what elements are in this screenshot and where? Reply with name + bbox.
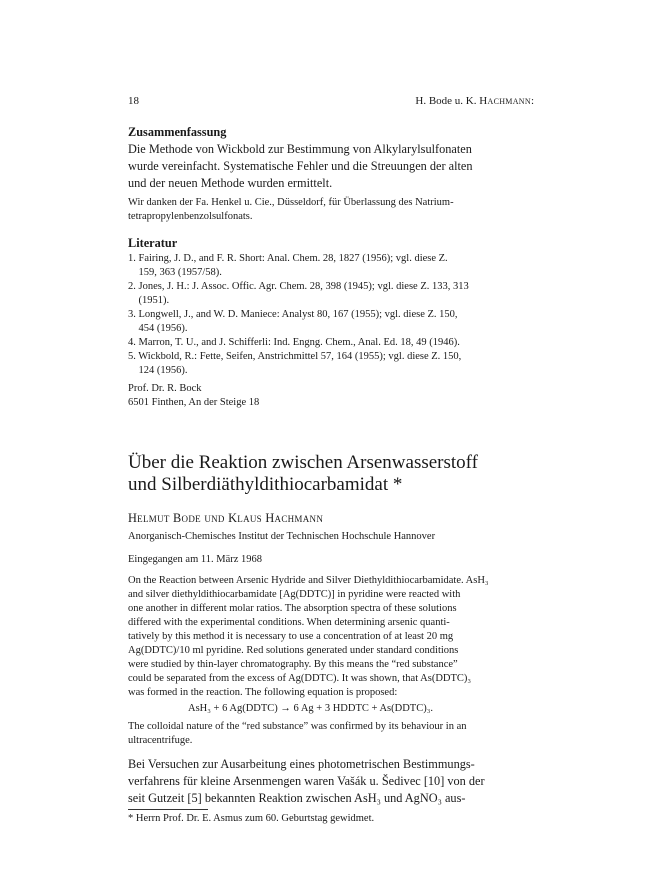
abstract-line: were studied by thin-layer chromatography. By this means the “red substance”	[128, 659, 458, 670]
article-authors: Helmut Bode und Klaus Hachmann	[128, 511, 324, 525]
abstract-line: On the Reaction between Arsenic Hydride and Silver Diethyldithiocarbamidate. AsH₃	[128, 575, 489, 586]
acknowledgement-line: Wir danken der Fa. Henkel u. Cie., Düsseldorf, für Überlassung des Natrium-	[128, 197, 454, 208]
body-line: seit Gutzeit [5] bekannten Reaktion zwischen AsH₃ und AgNO₃ aus-	[128, 791, 466, 805]
zusammenfassung-line: wurde vereinfacht. Systematische Fehler und die Streuungen der alten	[128, 159, 473, 173]
reaction-equation: AsH₃ + 6 Ag(DDTC) → 6 Ag + 3 HDDTC + As(DDTC)₃.	[188, 703, 434, 714]
institute: Anorganisch-Chemisches Institut der Technischen Hochschule Hannover	[128, 531, 436, 542]
abstract-end-line: ultracentrifuge.	[128, 735, 193, 746]
reference-entry: 2. Jones, J. H.: J. Assoc. Offic. Agr. Chem. 28, 398 (1945); vgl. diese Z. 133, 313	[128, 281, 469, 292]
abstract-end-line: The colloidal nature of the “red substance” was confirmed by its behaviour in an	[128, 721, 467, 732]
reference-entry: 1. Fairing, J. D., and F. R. Short: Anal. Chem. 28, 1827 (1956); vgl. diese Z.	[128, 253, 448, 264]
acknowledgement-line: tetrapropylenbenzolsulfonats.	[128, 211, 253, 222]
reference-entry: (1951).	[128, 295, 170, 306]
running-header-authors-plain: H. Bode u. K.	[415, 95, 480, 107]
zusammenfassung-line: Die Methode von Wickbold zur Bestimmung von Alkylarylsulfonaten	[128, 142, 472, 156]
reference-entry: 3. Longwell, J., and W. D. Maniece: Analyst 80, 167 (1955); vgl. diese Z. 150,	[128, 309, 458, 320]
literatur-heading: Literatur	[128, 236, 178, 250]
abstract-line: tatively by this method it is necessary to use a concentration of at least 20 mg	[128, 631, 454, 642]
author-address-street: 6501 Finthen, An der Steige 18	[128, 397, 260, 408]
abstract-line: differed with the experimental conditions. When determining arsenic quanti-	[128, 617, 450, 628]
author-address-name: Prof. Dr. R. Bock	[128, 383, 202, 394]
reference-entry: 454 (1956).	[128, 323, 188, 334]
page-number: 18	[128, 95, 139, 107]
abstract-line: could be separated from the excess of Ag(DDTC). It was shown, that As(DDTC)₃	[128, 673, 472, 684]
article-title: Über die Reaktion zwischen Arsenwasserstoff	[128, 452, 478, 473]
footnote-rule	[128, 809, 208, 810]
abstract-line: and silver diethyldithiocarbamidate [Ag(DDTC)] in pyridine were reacted with	[128, 589, 461, 600]
zusammenfassung-line: und der neuen Methode wurden ermittelt.	[128, 176, 333, 190]
running-header-authors-sc: Hachmann	[479, 95, 531, 107]
abstract-line: was formed in the reaction. The following equation is proposed:	[128, 687, 398, 698]
reference-entry: 159, 363 (1957/58).	[128, 267, 222, 278]
reference-entry: 4. Marron, T. U., and J. Schifferli: Ind. Engng. Chem., Anal. Ed. 18, 49 (1946).	[128, 337, 460, 348]
reference-entry: 124 (1956).	[128, 365, 188, 376]
abstract-line: one another in different molar ratios. The absorption spectra of these solutions	[128, 603, 457, 614]
zusammenfassung-heading: Zusammenfassung	[128, 125, 227, 139]
received-date: Eingegangen am 11. März 1968	[128, 554, 263, 565]
running-header-authors	[415, 94, 534, 108]
article-title: und Silberdiäthyldithiocarbamidat *	[128, 474, 403, 495]
body-line: Bei Versuchen zur Ausarbeitung eines photometrischen Bestimmungs-	[128, 757, 475, 771]
reference-entry: 5. Wickbold, R.: Fette, Seifen, Anstrichmittel 57, 164 (1955); vgl. diese Z. 150,	[128, 351, 462, 362]
body-line: verfahrens für kleine Arsenmengen waren Vašák u. Šedivec [10] von der	[128, 774, 485, 788]
abstract-line: Ag(DDTC)/10 ml pyridine. Red solutions generated under standard conditions	[128, 645, 459, 656]
footnote: * Herrn Prof. Dr. E. Asmus zum 60. Geburtstag gewidmet.	[128, 813, 375, 824]
running-header-colon: :	[530, 95, 534, 107]
